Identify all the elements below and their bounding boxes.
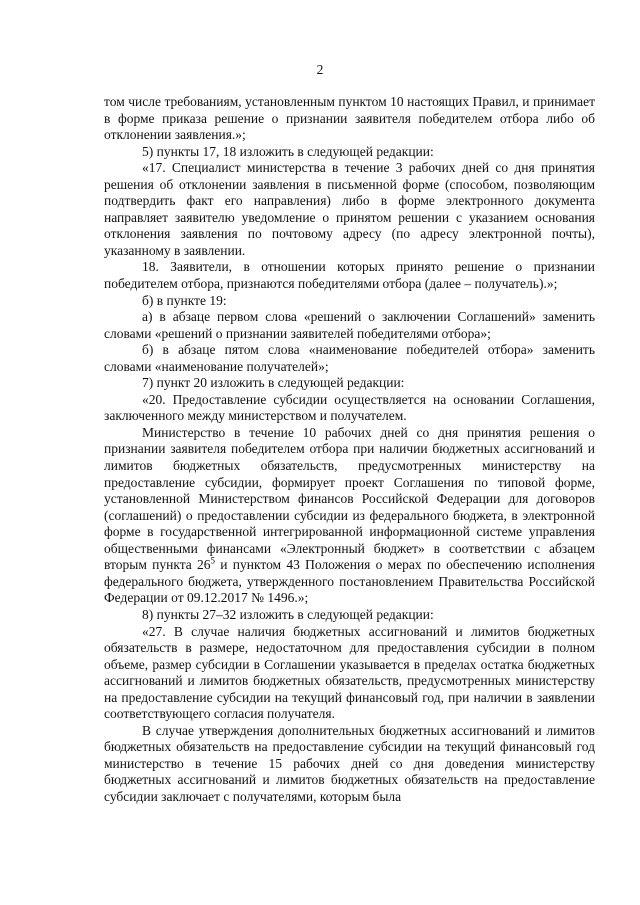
paragraph: 5) пункты 17, 18 изложить в следующей редакции: (142, 143, 434, 159)
paragraph: «17. Специалист министерства в течение 3 рабочих дней со дня принятия решения об отклонении заявления в письменной форме (способом, позволяющим подтвердить факт его направления) либо в форме электронного документа направляет заявителю уведомление о принятом решении с указанием основания отклонения заявления по почтовому адресу (по адресу электронной почты), указанному в заявлении. (104, 160, 595, 258)
paragraph: б) в абзаце пятом слова «наименование победителей отбора» заменить словами «наименование получателей»; (104, 342, 595, 374)
paragraph: б) в пункте 19: (142, 292, 227, 308)
superscript: 5 (210, 555, 216, 566)
paragraph: В случае утверждения дополнительных бюджетных ассигнований и лимитов бюджетных обязательств на предоставление субсидии на текущий финансовый год министерство в течение 15 рабочих дней со дня доведения министерству бюджетных ассигнований и лимитов бюджетных обязательств на предоставление субсидии заключает с получателями, которым была (104, 722, 595, 804)
page-number: 2 (316, 62, 324, 77)
document-body (104, 94, 595, 806)
paragraph: «27. В случае наличия бюджетных ассигнований и лимитов бюджетных обязательств в размере, недостаточном для предоставления субсидии в полном объеме, размер субсидии в Соглашении указывается в пределах остатка бюджетных ассигнований и лимитов бюджетных обязательств, предусмотренных министерству на предоставление субсидии на текущий финансовый год, при наличии в заявлении соответствующего согласия получателя. (104, 623, 595, 722)
paragraph: «20. Предоставление субсидии осуществляется на основании Соглашения, заключенного между министерством и получателем. (104, 391, 595, 424)
paragraph: 7) пункт 20 изложить в следующей редакции: (142, 375, 405, 391)
paragraph-text-continued: и пунктом 43 Положения о мерах по обеспечению исполнения федерального бюджета, утвержденного постановлением Правительства Российской Федерации от 09.12.2017 № 1496.»; (104, 557, 596, 606)
paragraph: 8) пункты 27–32 изложить в следующей редакции: (142, 606, 434, 622)
paragraph: том числе требованиям, установленным пунктом 10 настоящих Правил, и принимает в форме приказа решение о признании заявителя победителем отбора либо об отклонении заявления.»; (104, 94, 595, 143)
paragraph (104, 425, 595, 607)
paragraph: а) в абзаце первом слова «решений о заключении Соглашений» заменить словами «решений о признании заявителей победителями отбора»; (104, 309, 595, 341)
paragraph: 18. Заявители, в отношении которых принято решение о признании победителем отбора, признаются победителями отбора (далее – получатель).»; (104, 259, 595, 292)
paragraph-text: Министерство в течение 10 рабочих дней со дня принятия решения о признании заявителя победителем отбора при наличии бюджетных ассигнований и лимитов бюджетных обязательств, предусмотренных министерству на предоставление субсидии, формирует проект Соглашения по типовой форме, установленной Министерством финансов Российской Федерации для договоров (соглашений) о предоставлении субсидии из федерального бюджета, в электронной форме в государственной интегрированной информационной системе управления общественными финансами «Электронный бюджет» в соответствии с абзацем вторым пункта 26 (104, 424, 595, 573)
